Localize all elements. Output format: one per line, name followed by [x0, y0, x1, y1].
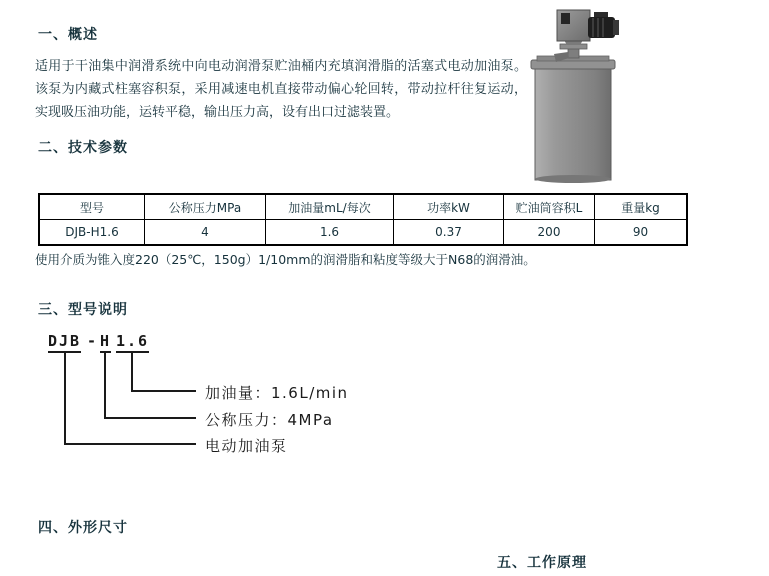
motor-end [613, 20, 619, 35]
tech-params-table [38, 193, 688, 246]
cell-pressure: 4 [145, 220, 266, 246]
col-header-capacity: 贮油筒容积L [504, 194, 595, 220]
table-header-row [39, 194, 687, 220]
callout-line-size-h [131, 390, 196, 392]
motor-rib [602, 18, 604, 37]
section-heading-overview: 一、概述 [38, 27, 98, 43]
section-heading-model-desc: 三、型号说明 [38, 302, 128, 318]
callout-line-series-h [64, 443, 196, 445]
cell-power: 0.37 [394, 220, 504, 246]
cell-capacity: 200 [504, 220, 595, 246]
medium-note: 使用介质为锥入度220（25℃，150g）1/10mm的润滑脂和粘度等级大于N68的润滑油。 [35, 252, 536, 267]
overview-paragraph: 适用于干油集中润滑系统中向电动润滑泵贮油桶内充填润滑脂的活塞式电动加油泵。该泵为内藏式柱塞容积泵，采用减速电机直接带动偏心轮回转，带动拉杆往复运动，实现吸压油功能，运转平稳，输出压力高，设有出口过滤装置。 [35, 59, 527, 120]
col-header-volume: 加油量mL/每次 [266, 194, 394, 220]
section-heading-tech-params: 二、技术参数 [38, 140, 128, 156]
callout-line-size [131, 352, 133, 392]
table-data-row [39, 220, 687, 246]
callout-label-pump: 电动加油泵 [205, 437, 288, 455]
section-heading-dimensions: 四、外形尺寸 [38, 520, 128, 536]
model-code-size: 1.6 [116, 332, 149, 353]
col-header-model: 型号 [39, 194, 145, 220]
model-code-type: H [100, 332, 111, 353]
col-header-power: 功率kW [394, 194, 504, 220]
cell-model: DJB-H1.6 [39, 220, 145, 246]
col-header-pressure: 公称压力MPa [145, 194, 266, 220]
drum-bottom [535, 175, 611, 183]
callout-label-pressure: 公称压力：4MPa [205, 411, 334, 429]
motor-rib [592, 18, 594, 37]
housing-window [561, 13, 570, 24]
col-header-weight: 重量kg [595, 194, 688, 220]
callout-line-type-h [104, 417, 196, 419]
drum-body [535, 68, 611, 180]
section-heading-working-principle: 五、工作原理 [497, 555, 587, 571]
cell-weight: 90 [595, 220, 688, 246]
callout-label-flow: 加油量：1.6L/min [205, 384, 349, 402]
model-code-dash: - [87, 332, 99, 350]
product-photo [528, 4, 628, 184]
callout-line-series [64, 352, 66, 445]
callout-line-type [104, 352, 106, 419]
motor-rib [597, 18, 599, 37]
model-code-series: DJB [48, 332, 81, 353]
cell-volume: 1.6 [266, 220, 394, 246]
pump-stem [568, 48, 579, 58]
